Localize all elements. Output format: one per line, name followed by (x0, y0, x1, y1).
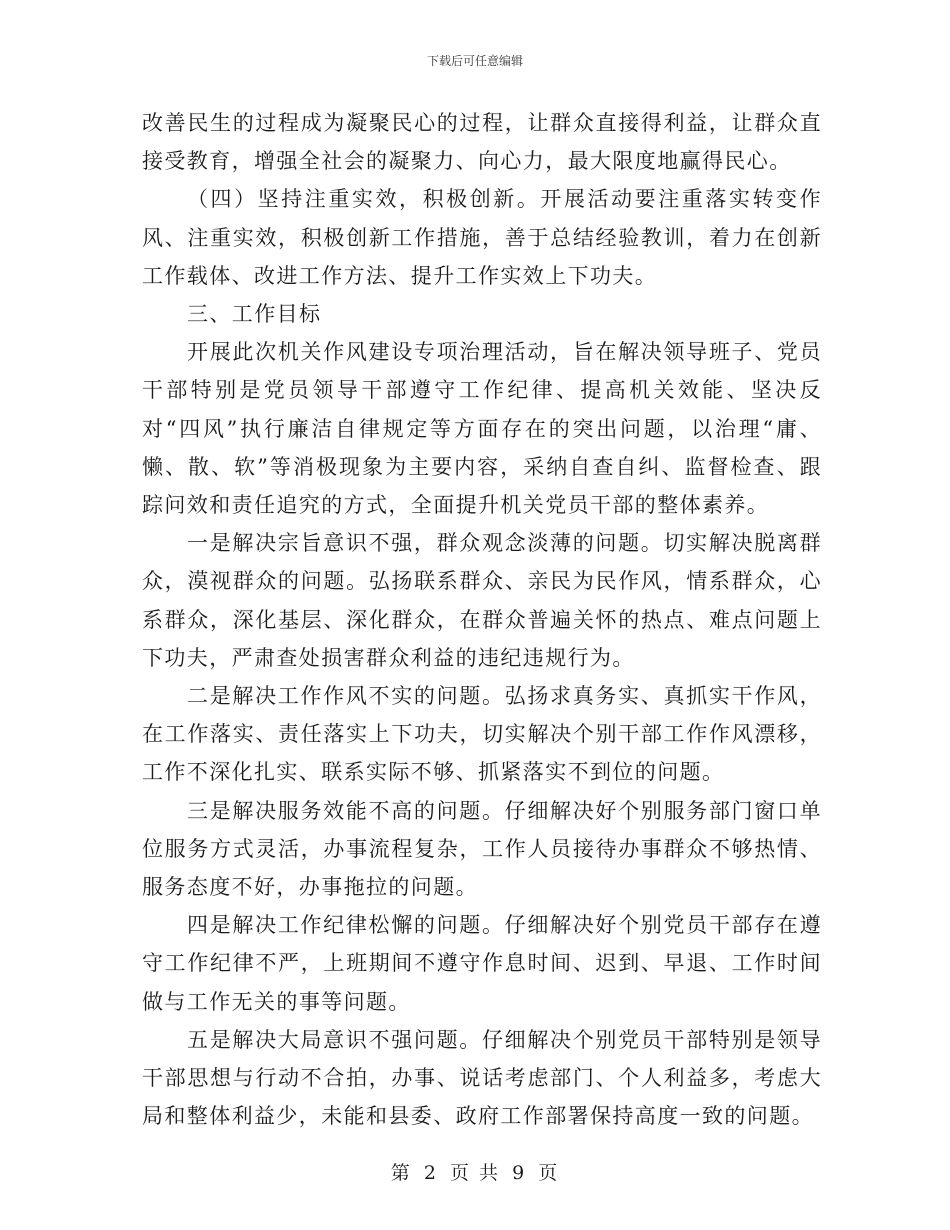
footer-suffix: 页 (538, 1162, 560, 1184)
footer-total-pages: 9 (512, 1162, 527, 1184)
page-header: 下载后可任意编辑 (426, 54, 523, 68)
page-footer (0, 1158, 950, 1185)
paragraph: 开展此次机关作风建设专项治理活动，旨在解决领导班子、党员干部特别是党员领导干部遵守工作纪律、提高机关效能、坚决反对“四风”执行廉洁自律规定等方面存在的突出问题，以治理“庸、懒、散、软”等消极现象为主要内容，采纳自查自纠、监督检查、跟踪问效和责任追究的方式，全面提升机关党员干部的整体素养。 (142, 340, 822, 518)
paragraph: （四）坚持注重实效，积极创新。开展活动要注重落实转变作风、注重实效，积极创新工作措施，善于总结经验教训，着力在创新工作载体、改进工作方法、提升工作实效上下功夫。 (142, 187, 822, 288)
paragraph: 五是解决大局意识不强问题。仔细解决个别党员干部特别是领导干部思想与行动不合拍，办事、说话考虑部门、个人利益多，考虑大局和整体利益少，未能和县委、政府工作部署保持高度一致的问题。 (142, 1027, 822, 1129)
paragraph: 二是解决工作作风不实的问题。弘扬求真务实、真抓实干作风，在工作落实、责任落实上下功夫，切实解决个别干部工作作风漂移，工作不深化扎实、联系实际不够、抓紧落实不到位的问题。 (142, 684, 822, 785)
footer-prefix: 第 (390, 1162, 412, 1184)
paragraph: 改善民生的过程成为凝聚民心的过程，让群众直接得利益，让群众直接受教育，增强全社会的凝聚力、向心力，最大限度地赢得民心。 (142, 111, 822, 174)
footer-middle: 页 共 (449, 1162, 501, 1184)
paragraph: 三是解决服务效能不高的问题。仔细解决好个别服务部门窗口单位服务方式灵活，办事流程复杂，工作人员接待办事群众不够热情、服务态度不好，办事拖拉的问题。 (142, 798, 822, 900)
paragraph: 四是解决工作纪律松懈的问题。仔细解决好个别党员干部存在遵守工作纪律不严，上班期间不遵守作息时间、迟到、早退、工作时间做与工作无关的事等问题。 (142, 913, 822, 1014)
document-body (142, 104, 822, 1135)
section-heading: 三、工作目标 (187, 302, 322, 327)
paragraph: 一是解决宗旨意识不强，群众观念淡薄的问题。切实解决脱离群众，漠视群众的问题。弘扬联系群众、亲民为民作风，情系群众，心系群众，深化基层、深化群众，在群众普遍关怀的热点、难点问题上下功夫，严肃查处损害群众利益的违纪违规行为。 (142, 531, 822, 670)
footer-page-number: 2 (423, 1162, 438, 1184)
